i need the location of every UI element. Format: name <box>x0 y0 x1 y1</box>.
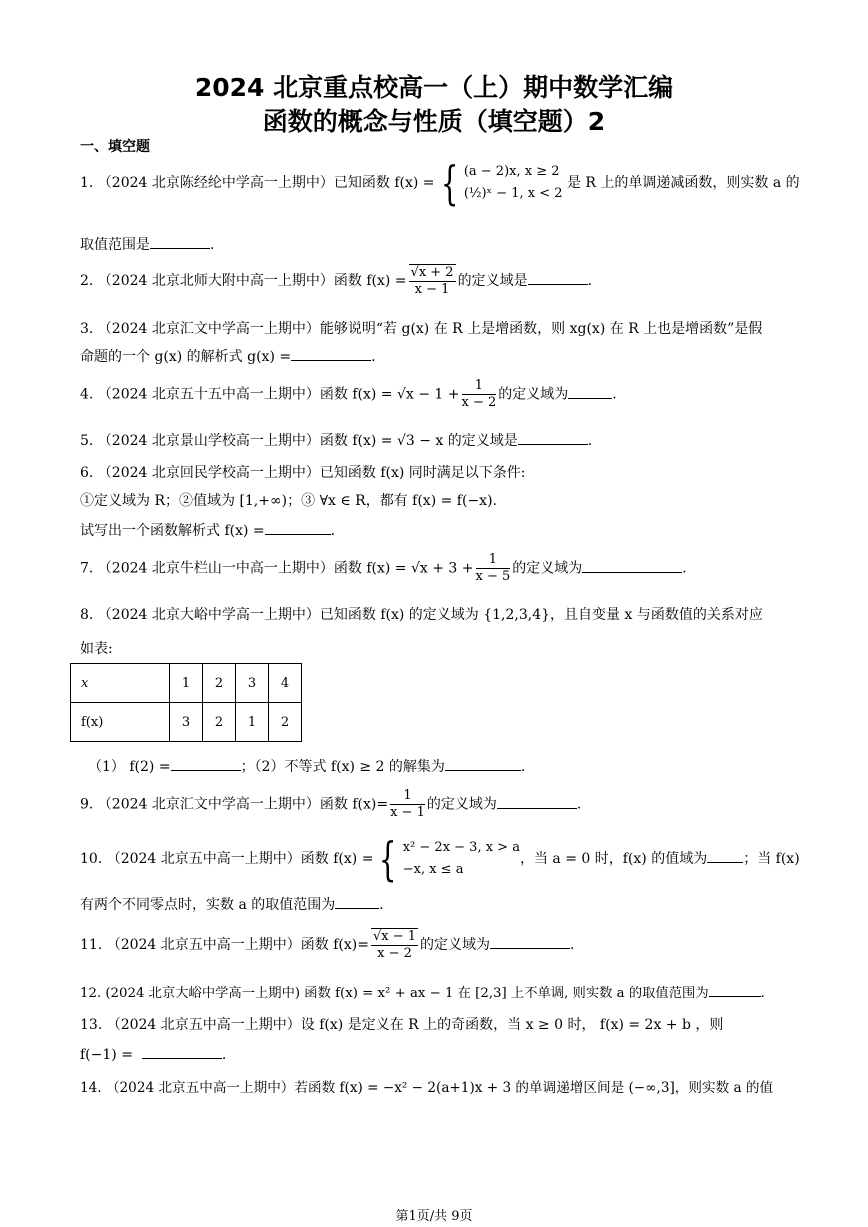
question-3-line-2: 命题的一个 g(x) 的解析式 g(x) = . <box>80 346 376 366</box>
q11-fraction <box>371 928 418 962</box>
question-6: 6. （2024 北京回民学校高一上期中）已知函数 f(x) 同时满足以下条件: <box>80 465 526 481</box>
answer-blank[interactable] <box>171 756 241 771</box>
table-cell: 2 <box>203 703 236 742</box>
table-cell: f(x) <box>71 703 170 742</box>
q10-case-1: x² − 2x − 3, x > a <box>402 840 520 855</box>
answer-blank[interactable] <box>335 894 379 909</box>
q8-sub1: （1） f(2) = <box>88 759 171 775</box>
q1-case-1: (a − 2)x, x ≥ 2 <box>463 164 560 179</box>
q9-denominator: x − 1 <box>390 805 425 820</box>
document-subtitle: 函数的概念与性质（填空题）2 <box>262 107 606 136</box>
q5-text: 5. （2024 北京景山学校高一上期中）函数 f(x) = √3 − x 的定义域是 <box>80 433 518 449</box>
q11-prefix: 11. （2024 北京五中高一上期中）函数 f(x)= <box>80 937 369 953</box>
q1-line2: 取值范围是 <box>80 237 150 253</box>
q2-suffix: 的定义域是 <box>457 273 528 289</box>
function-value-table <box>70 663 302 742</box>
q11-numerator: √x − 1 <box>372 929 417 944</box>
q7-fraction <box>476 552 511 585</box>
question-3: 3. （2024 北京汇文中学高一上期中）能够说明“若 g(x) 在 R 上是增函数，则 xg(x) 在 R 上也是增函数”是假 <box>80 321 763 337</box>
answer-blank[interactable] <box>445 756 521 771</box>
question-10-line-2: 有两个不同零点时，实数 a 的取值范围为 . <box>80 894 384 914</box>
q1-prefix: 1. （2024 北京陈经纶中学高一上期中）已知函数 <box>80 175 390 191</box>
question-14: 14. （2024 北京五中高一上期中）若函数 f(x) = −x² − 2(a+1)x + 3 的单调递增区间是 (−∞,3]，则实数 a 的值 <box>80 1080 774 1096</box>
question-2: 2. （2024 北京北师大附中高一上期中）函数 f(x) = $\frac{√x + 2}{x - 1}$ 的定义域是 . <box>80 265 593 297</box>
question-13-line-2: f(−1) = . <box>80 1044 226 1063</box>
table-cell: 3 <box>236 664 269 703</box>
document-title: 2024 北京重点校高一（上）期中数学汇编 <box>194 73 674 102</box>
section-heading: 一、填空题 <box>80 139 150 155</box>
q11-denominator: x − 2 <box>377 946 412 961</box>
q2-fraction <box>409 264 456 298</box>
answer-blank[interactable] <box>490 934 570 949</box>
q3-line2: 命题的一个 g(x) 的解析式 g(x) = <box>80 349 292 365</box>
answer-blank[interactable] <box>291 346 371 361</box>
q4-numerator: 1 <box>462 378 497 395</box>
question-8-line-2: 如表: <box>80 641 113 657</box>
q2-numerator: √x + 2 <box>410 265 454 280</box>
q8-sub2: ；（2）不等式 f(x) ≥ 2 的解集为 <box>240 759 445 775</box>
q9-numerator: 1 <box>390 788 425 805</box>
q10-line2: 有两个不同零点时，实数 a 的取值范围为 <box>80 897 336 913</box>
table-row <box>71 664 302 703</box>
q1-suffix: 是 R 上的单调递减函数，则实数 a 的 <box>566 175 800 191</box>
q10-case-2: −x, x ≤ a <box>402 862 464 877</box>
q4-prefix: 4. （2024 北京五十五中高一上期中）函数 f(x) = √x − 1 + <box>80 386 460 403</box>
question-9: 9. （2024 北京汇文中学高一上期中）函数 f(x)= $\frac{1}{x - 1}$ 的定义域为 . <box>80 788 582 820</box>
q1-brace: { <box>440 156 458 210</box>
q4-denominator: x − 2 <box>461 395 497 410</box>
question-12: 12. (2024 北京大峪中学高一上期中) 函数 f(x) = x² + ax − 1 在 [2,3] 上不单调, 则实数 a 的取值范围为 . <box>80 982 765 1001</box>
answer-blank[interactable] <box>528 270 588 285</box>
answer-blank[interactable] <box>707 848 743 863</box>
q10-mid2: ；当 f(x) <box>743 851 800 867</box>
q9-prefix: 9. （2024 北京汇文中学高一上期中）函数 f(x)= <box>80 796 389 813</box>
question-5: 5. （2024 北京景山学校高一上期中）函数 f(x) = √3 − x 的定义域是 . <box>80 430 592 450</box>
q10-cases <box>403 837 520 881</box>
answer-blank[interactable] <box>568 384 612 399</box>
answer-blank[interactable] <box>582 558 682 573</box>
table-cell: 2 <box>269 703 302 742</box>
answer-blank[interactable] <box>709 982 761 997</box>
question-10 <box>80 832 800 886</box>
table-cell: 2 <box>203 664 236 703</box>
question-6-line-3: 试写出一个函数解析式 f(x) = . <box>80 520 335 540</box>
q6-line3: 试写出一个函数解析式 f(x) = <box>80 523 265 539</box>
q4-fraction <box>462 378 497 411</box>
q7-denominator: x − 5 <box>475 569 511 584</box>
q7-prefix: 7. （2024 北京牛栏山一中高一上期中）函数 f(x) = √x + 3 + <box>80 560 474 577</box>
table-cell: 1 <box>170 664 203 703</box>
question-13: 13. （2024 北京五中高一上期中）设 f(x) 是定义在 R 上的奇函数，当 x ≥ 0 时， f(x) = 2x + b ，则 <box>80 1017 724 1033</box>
question-1-line-2: 取值范围是 . <box>80 234 214 254</box>
question-6-line-2: ①定义域为 R；②值域为 [1,+∞)；③ ∀x ∈ R，都有 f(x) = f(−x). <box>80 493 497 509</box>
question-8-subparts: （1） f(2) = ；（2）不等式 f(x) ≥ 2 的解集为 . <box>88 756 525 776</box>
answer-blank[interactable] <box>497 794 577 809</box>
table-cell: x <box>71 664 170 703</box>
table-cell: 4 <box>269 664 302 703</box>
question-7: 7. （2024 北京牛栏山一中高一上期中）函数 f(x) = √x + 3 + $\frac{1}{x - 5}$ 的定义域为 . <box>80 552 687 584</box>
q10-prefix: 10. （2024 北京五中高一上期中）函数 f(x) = <box>80 851 374 867</box>
question-8: 8. （2024 北京大峪中学高一上期中）已知函数 f(x) 的定义域为 {1,2,3,4}，且自变量 x 与函数值的关系对应 <box>80 607 763 623</box>
q11-suffix: 的定义域为 <box>420 937 491 953</box>
q7-numerator: 1 <box>476 552 511 569</box>
question-11: 11. （2024 北京五中高一上期中）函数 f(x)= $\frac{√x - 1}{x - 2}$ 的定义域为 . <box>80 929 575 961</box>
question-1 <box>80 156 800 210</box>
page-number: 第1页/共 9页 <box>395 1209 473 1224</box>
table-row <box>71 703 302 742</box>
q2-prefix: 2. （2024 北京北师大附中高一上期中）函数 f(x) = <box>80 273 407 289</box>
q13-line2: f(−1) = <box>80 1047 133 1063</box>
q10-brace: { <box>379 832 397 886</box>
question-4: 4. （2024 北京五十五中高一上期中）函数 f(x) = √x − 1 + $\frac{1}{x - 2}$ 的定义域为 . <box>80 378 617 410</box>
answer-blank[interactable] <box>518 430 588 445</box>
q1-fx: f(x) = <box>394 175 435 191</box>
q2-denominator: x − 1 <box>414 282 450 297</box>
q1-case-2: (½)ˣ − 1, x < 2 <box>463 186 563 201</box>
table-cell: 1 <box>236 703 269 742</box>
table-cell: 3 <box>170 703 203 742</box>
q10-mid: ，当 a = 0 时，f(x) 的值域为 <box>519 851 708 867</box>
q9-suffix: 的定义域为 <box>426 796 497 813</box>
q12-text: 12. (2024 北京大峪中学高一上期中) 函数 f(x) = x² + ax − 1 在 [2,3] 上不单调, 则实数 a 的取值范围为 <box>80 986 709 1001</box>
q9-fraction <box>390 788 425 821</box>
answer-blank[interactable] <box>150 234 210 249</box>
answer-blank[interactable] <box>142 1044 222 1059</box>
q4-suffix: 的定义域为 <box>498 386 569 403</box>
q1-cases <box>464 161 563 205</box>
answer-blank[interactable] <box>265 520 331 535</box>
q7-suffix: 的定义域为 <box>512 560 583 577</box>
